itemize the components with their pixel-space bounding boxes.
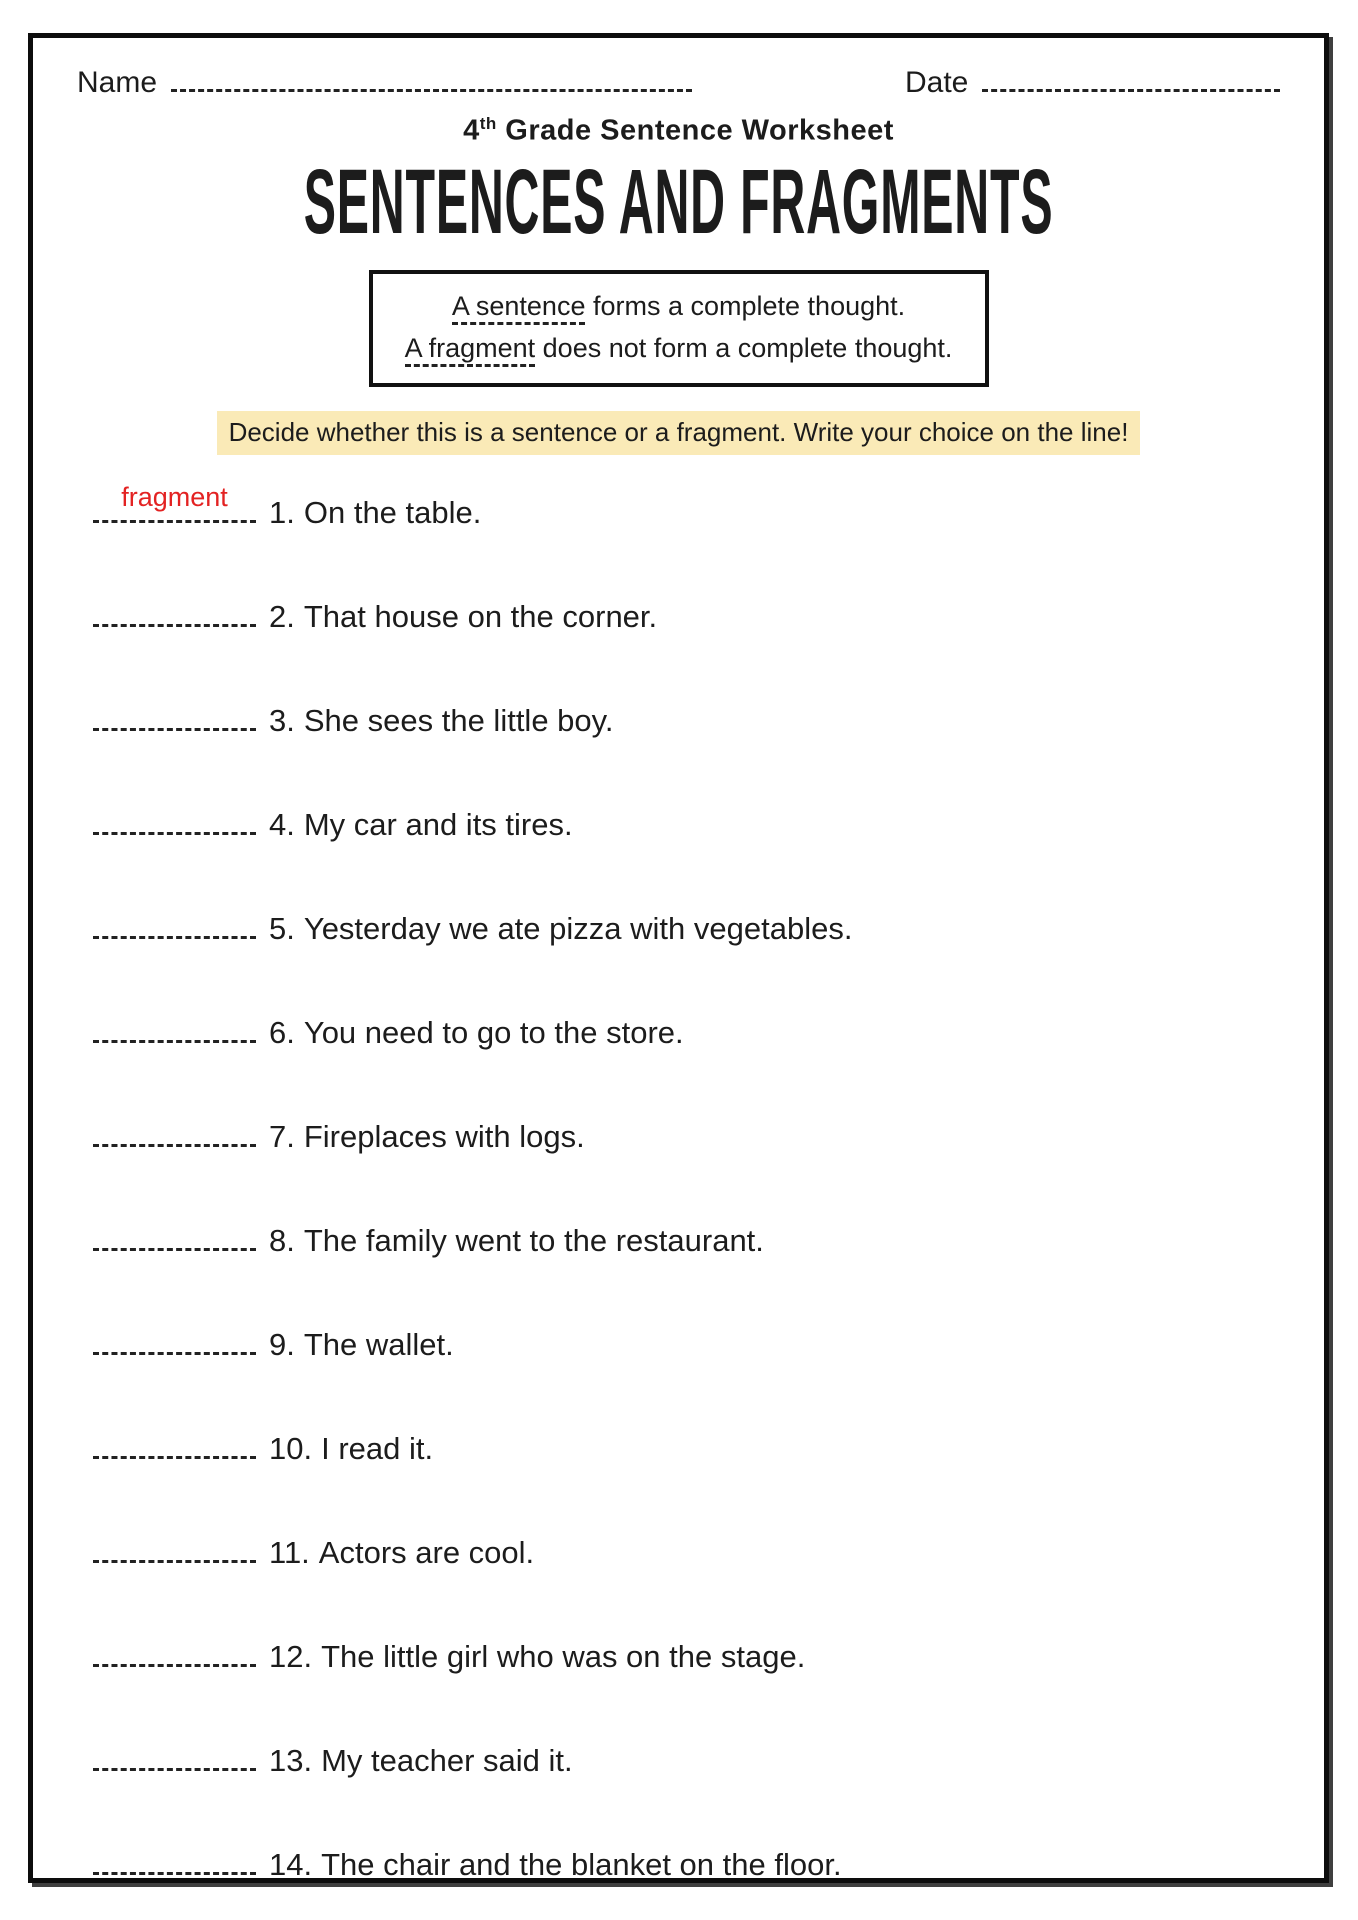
- item-number: 6.: [269, 1015, 295, 1051]
- worksheet-subtitle: [33, 114, 1324, 148]
- item-number: 2.: [269, 599, 295, 635]
- definition-rest-fragment: does not form a complete thought.: [535, 332, 953, 363]
- date-input-line[interactable]: [982, 87, 1280, 92]
- item-number: 1.: [269, 495, 295, 531]
- list-item: [93, 1119, 1324, 1223]
- item-number: 3.: [269, 703, 295, 739]
- item-sentence: [269, 703, 613, 739]
- answer-blank-line[interactable]: [93, 830, 256, 835]
- name-field-group: [77, 66, 692, 100]
- answer-blank-line[interactable]: [93, 1558, 256, 1563]
- definition-line-fragment: [379, 328, 979, 370]
- item-text: The chair and the blanket on the floor.: [321, 1847, 842, 1883]
- item-text: Actors are cool.: [318, 1535, 535, 1571]
- list-item: [93, 807, 1324, 911]
- item-sentence: [269, 1119, 585, 1155]
- subtitle-grade-number: 4: [463, 114, 480, 147]
- answer-blank-line[interactable]: [93, 1038, 256, 1043]
- item-sentence: [269, 1431, 433, 1467]
- definition-term-fragment: A fragment: [405, 333, 536, 367]
- answer-blank-line[interactable]: [93, 1246, 256, 1251]
- list-item: [93, 1431, 1324, 1535]
- item-sentence: [269, 911, 852, 947]
- item-number: 7.: [269, 1119, 295, 1155]
- date-label: Date: [905, 66, 969, 99]
- answer-blank-line[interactable]: [93, 726, 256, 731]
- worksheet-frame: [28, 33, 1329, 1883]
- item-text: My car and its tires.: [303, 807, 573, 843]
- definition-line-sentence: [379, 286, 979, 328]
- item-text: I read it.: [321, 1431, 434, 1467]
- list-item: [93, 599, 1324, 703]
- item-sentence: [269, 1639, 805, 1675]
- answer-blank-line[interactable]: [93, 482, 256, 523]
- item-text: The wallet.: [303, 1327, 454, 1363]
- definition-term-sentence: A sentence: [452, 291, 586, 325]
- item-text: That house on the corner.: [303, 599, 658, 635]
- list-item: [93, 703, 1324, 807]
- item-text: My teacher said it.: [321, 1743, 573, 1779]
- item-sentence: [269, 1327, 454, 1363]
- list-item: [93, 1535, 1324, 1639]
- item-number: 8.: [269, 1223, 295, 1259]
- list-item: [93, 482, 1324, 599]
- list-item: [93, 1743, 1324, 1847]
- name-label: Name: [77, 66, 158, 99]
- answer-blank-line[interactable]: [93, 1142, 256, 1147]
- item-number: 10.: [269, 1431, 313, 1467]
- answer-blank-line[interactable]: [93, 1350, 256, 1355]
- item-number: 11.: [269, 1535, 310, 1571]
- subtitle-ordinal-suffix: th: [479, 114, 497, 133]
- item-number: 5.: [269, 911, 295, 947]
- page-title-text: SENTENCES AND FRAGMENTS: [303, 151, 1054, 254]
- item-sentence: [269, 1847, 842, 1883]
- item-number: 4.: [269, 807, 295, 843]
- list-item: [93, 1847, 1324, 1920]
- item-text: The family went to the restaurant.: [303, 1223, 764, 1259]
- page-title: [33, 150, 1324, 254]
- item-text: You need to go to the store.: [303, 1015, 684, 1051]
- answer-blank-line[interactable]: [93, 1662, 256, 1667]
- item-sentence: [269, 1223, 764, 1259]
- items-list: [93, 482, 1324, 1920]
- instruction-text: Decide whether this is a sentence or a fragment. Write your choice on the line!: [217, 411, 1141, 455]
- list-item: [93, 1223, 1324, 1327]
- item-sentence: [269, 807, 573, 843]
- date-field-group: [905, 66, 1280, 100]
- item-text: Yesterday we ate pizza with vegetables.: [303, 911, 853, 947]
- item-text: Fireplaces with logs.: [303, 1119, 585, 1155]
- item-text: The little girl who was on the stage.: [321, 1639, 806, 1675]
- answer-blank-line[interactable]: [93, 1870, 256, 1875]
- definition-rest-sentence: forms a complete thought.: [585, 290, 906, 321]
- item-sentence: [269, 599, 657, 635]
- item-sentence: [269, 1015, 684, 1051]
- item-number: 13.: [269, 1743, 313, 1779]
- answer-blank-line[interactable]: [93, 622, 256, 627]
- item-number: 9.: [269, 1327, 295, 1363]
- list-item: [93, 1639, 1324, 1743]
- list-item: [93, 911, 1324, 1015]
- item-text: She sees the little boy.: [303, 703, 614, 739]
- item-number: 12.: [269, 1639, 313, 1675]
- answer-blank-line[interactable]: [93, 1766, 256, 1771]
- list-item: [93, 1327, 1324, 1431]
- answer-text: fragment: [121, 482, 228, 513]
- definition-box: [369, 270, 989, 388]
- item-text: On the table.: [303, 495, 482, 531]
- item-sentence: [269, 495, 481, 531]
- list-item: [93, 1015, 1324, 1119]
- subtitle-text: Grade Sentence Worksheet: [496, 114, 894, 147]
- item-sentence: [269, 1535, 534, 1571]
- item-number: 14.: [269, 1847, 313, 1883]
- name-input-line[interactable]: [171, 87, 692, 92]
- item-sentence: [269, 1743, 573, 1779]
- answer-blank-line[interactable]: [93, 1454, 256, 1459]
- answer-blank-line[interactable]: [93, 934, 256, 939]
- instruction-wrap: [33, 411, 1324, 455]
- header-row: [77, 66, 1280, 100]
